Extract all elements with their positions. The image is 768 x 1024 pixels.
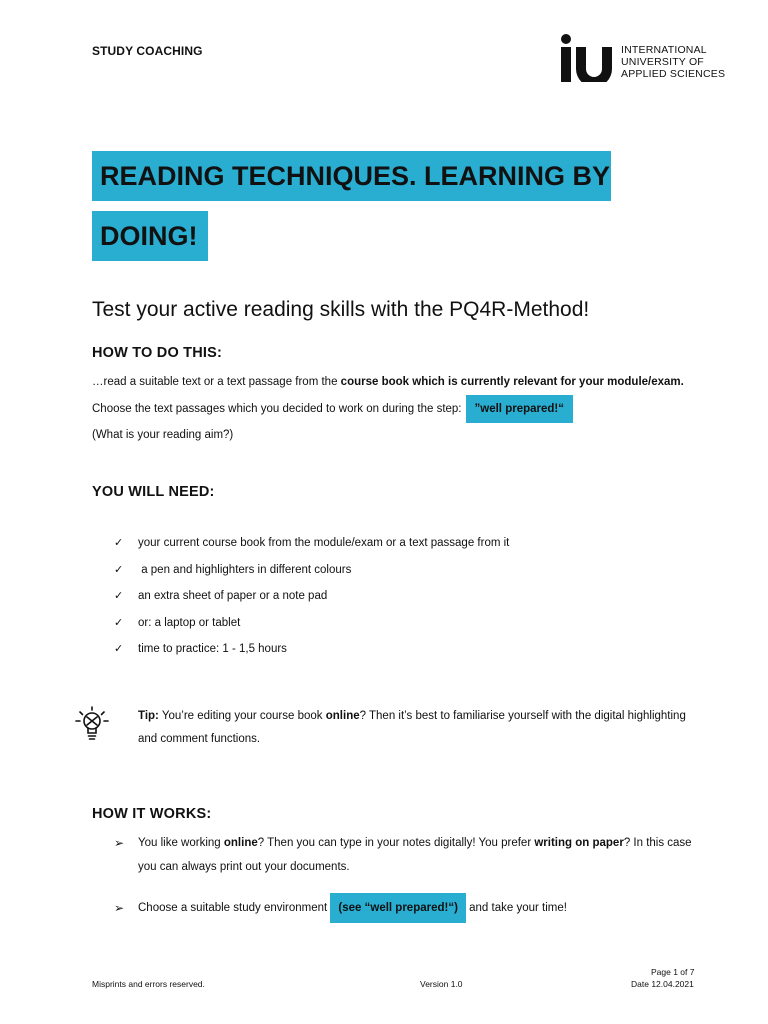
header-label: STUDY COACHING bbox=[92, 44, 203, 58]
list-item-text: Choose a suitable study environment (see “well prepared!“) and take your time! bbox=[138, 893, 700, 923]
list-item-text: time to practice: 1 - 1,5 hours bbox=[138, 643, 287, 656]
need-heading: YOU WILL NEED: bbox=[92, 484, 215, 500]
tip-label: Tip: bbox=[138, 710, 159, 722]
lightbulb-icon bbox=[72, 704, 112, 744]
how-to-paragraph bbox=[92, 370, 692, 448]
tip-text-1: You’re editing your course book bbox=[158, 710, 326, 722]
tip-bold: online bbox=[325, 710, 360, 722]
how-to-text-3: (What is your reading aim?) bbox=[92, 429, 234, 441]
list-item bbox=[92, 893, 700, 923]
subtitle: Test your active reading skills with the PQ4R-Method! bbox=[92, 298, 590, 321]
title-line-1: READING TECHNIQUES. LEARNING BY bbox=[92, 151, 611, 201]
list-item bbox=[92, 636, 692, 663]
check-icon: ✓ bbox=[114, 537, 124, 549]
arrow-bullet-icon: ➢ bbox=[114, 836, 125, 850]
check-icon: ✓ bbox=[114, 643, 124, 656]
iu-logo-mark bbox=[559, 34, 613, 82]
well-prepared-highlight: ”well prepared!“ bbox=[466, 395, 573, 423]
list-item bbox=[92, 530, 692, 557]
how-to-bold: course book which is currently relevant for your module/exam. bbox=[340, 376, 684, 388]
list-item-text: or: a laptop or tablet bbox=[138, 616, 241, 629]
check-icon: ✓ bbox=[114, 590, 124, 603]
iu-logo bbox=[559, 34, 729, 84]
list-item-text: a pen and highlighters in different colours bbox=[138, 563, 352, 576]
check-icon: ✓ bbox=[114, 563, 124, 576]
check-icon: ✓ bbox=[114, 616, 124, 629]
logo-text bbox=[621, 44, 725, 80]
list-item bbox=[92, 610, 692, 637]
list-item bbox=[92, 557, 692, 584]
arrow-bullet-icon: ➢ bbox=[114, 901, 125, 915]
how-to-heading: HOW TO DO THIS: bbox=[92, 345, 223, 361]
need-list bbox=[92, 530, 692, 663]
title-line-2: DOING! bbox=[92, 211, 208, 261]
how-to-text-2: Choose the text passages which you decided to work on during the step: bbox=[92, 403, 462, 416]
footer-disclaimer: Misprints and errors reserved. bbox=[92, 979, 205, 989]
list-item bbox=[92, 583, 692, 610]
footer-date: Date 12.04.2021 bbox=[631, 979, 694, 989]
list-item-text: your current course book from the module/exam or a text passage from it bbox=[138, 537, 510, 549]
tip-text bbox=[138, 705, 698, 751]
see-well-prepared-highlight: (see “well prepared!“) bbox=[330, 893, 466, 923]
how-it-works-heading: HOW IT WORKS: bbox=[92, 806, 212, 822]
list-item-text: an extra sheet of paper or a note pad bbox=[138, 590, 328, 603]
list-item bbox=[92, 831, 700, 879]
how-to-text-1: …read a suitable text or a text passage from the bbox=[92, 376, 341, 388]
logo-line-1: INTERNATIONAL bbox=[621, 44, 707, 56]
logo-line-3: APPLIED SCIENCES bbox=[621, 68, 726, 80]
footer-page-number: Page 1 of 7 bbox=[651, 967, 695, 977]
logo-line-2: UNIVERSITY OF bbox=[621, 56, 704, 68]
list-item-text: You like working online? Then you can type in your notes digitally! You prefer writing on paper? In this case you can always print out your documents. bbox=[138, 837, 692, 873]
footer-version: Version 1.0 bbox=[420, 979, 463, 989]
tip-text-2: ? Then it’s best to familiarise yourself with the digital highlighting and comment functions. bbox=[138, 710, 686, 745]
